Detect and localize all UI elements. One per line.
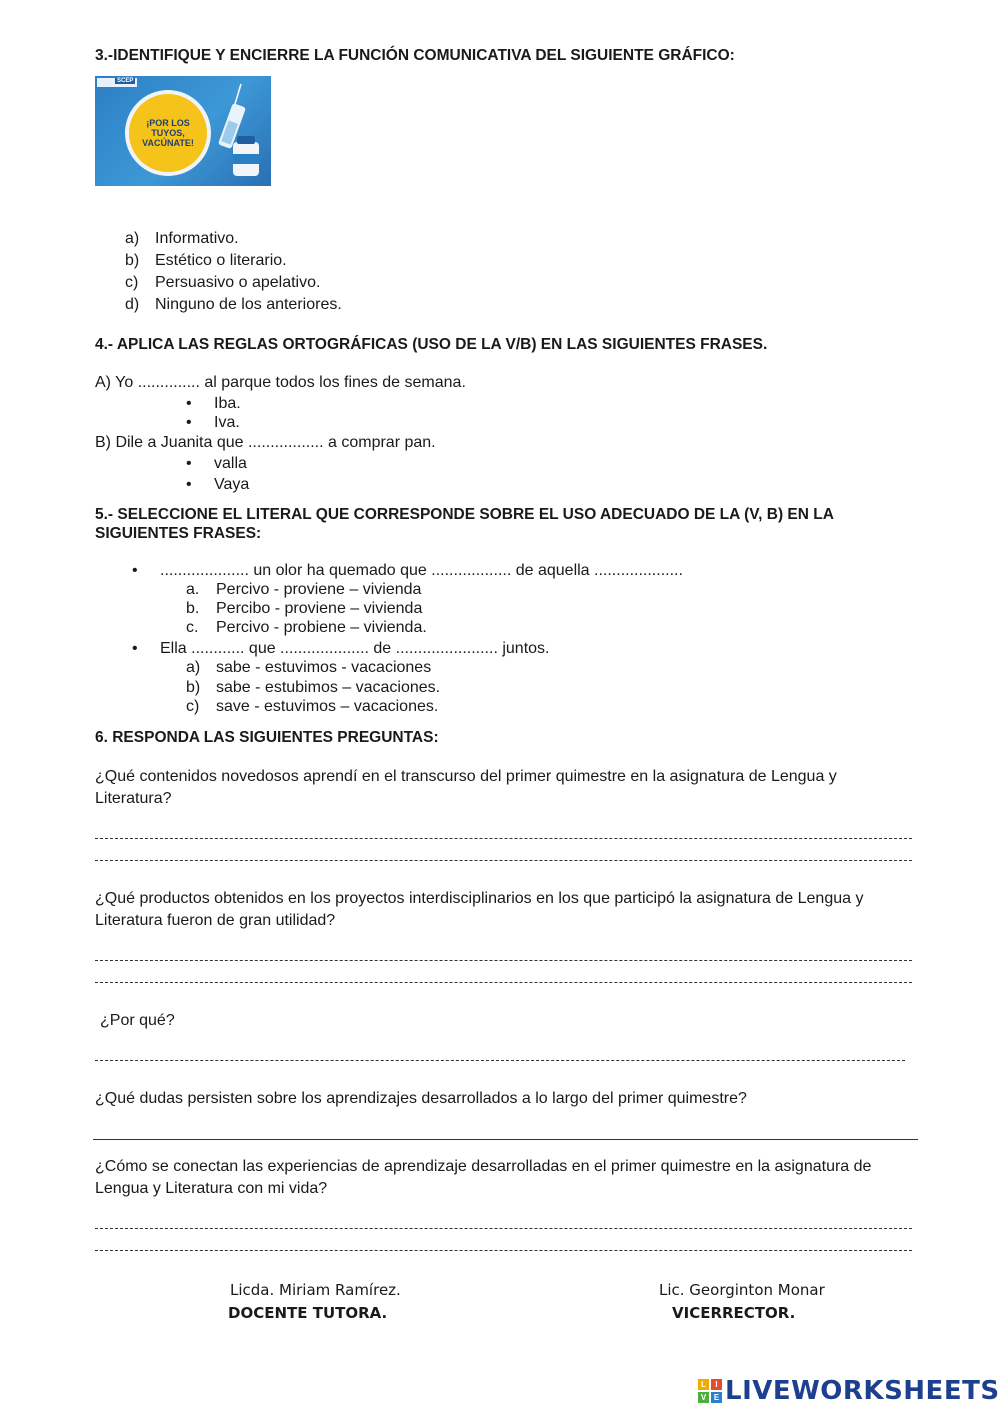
question-4: ¿Qué dudas persisten sobre los aprendizajes desarrollados a lo largo del primer quimestre? [95, 1090, 747, 1107]
answer-line[interactable] [95, 860, 912, 861]
option-text[interactable]: save - estuvimos – vacaciones. [216, 698, 439, 715]
option-marker: b) [125, 252, 140, 269]
syringe-vial-icon [213, 82, 269, 182]
vaccine-campaign-image [95, 76, 271, 186]
option-text[interactable]: Percivo - probiene – vivienda. [216, 619, 427, 636]
logo-squares-icon [698, 1379, 722, 1403]
question-3: ¿Por qué? [100, 1012, 175, 1029]
logo-letter: E [711, 1392, 722, 1403]
q3-heading: 3.-IDENTIFIQUE Y ENCIERRE LA FUNCIÓN COMUNICATIVA DEL SIGUIENTE GRÁFICO: [95, 47, 735, 64]
answer-line[interactable] [95, 960, 912, 961]
logo-letter: V [698, 1392, 709, 1403]
slogan-line-2: TUYOS, [151, 128, 185, 138]
option-marker: a. [186, 581, 200, 598]
option-marker: a) [186, 659, 201, 676]
option-marker: a) [125, 230, 140, 247]
answer-line[interactable] [95, 982, 912, 983]
answer-line[interactable] [95, 1060, 905, 1061]
option-marker: c) [186, 698, 200, 715]
option-text[interactable]: Ninguno de los anteriores. [155, 296, 342, 313]
option-text[interactable]: Percibo - proviene – vivienda [216, 600, 423, 617]
scep-tag: SCEP [117, 78, 134, 84]
option-marker: b) [186, 679, 201, 696]
option-text[interactable]: Percivo - proviene – vivienda [216, 581, 422, 598]
logo-letter: L [698, 1379, 709, 1390]
question-2-line-1: ¿Qué productos obtenidos en los proyectos interdisciplinarios en los que participó la asignatura de Lengua y [95, 890, 864, 907]
q6-heading: 6. RESPONDA LAS SIGUIENTES PREGUNTAS: [95, 729, 439, 746]
right-signature-name: Lic. Georginton Monar [659, 1281, 825, 1299]
q4-sentence-a: A) Yo .............. al parque todos los fines de semana. [95, 374, 466, 391]
answer-line[interactable] [95, 1250, 912, 1251]
logo-text: LIVEWORKSHEETS [725, 1376, 1000, 1406]
answer-line[interactable] [95, 838, 912, 839]
question-5-line-2: Lengua y Literatura con mi vida? [95, 1180, 328, 1197]
slogan-disc [129, 94, 207, 172]
answer-line[interactable] [95, 1228, 912, 1229]
left-signature-role: DOCENTE TUTORA. [228, 1304, 388, 1322]
option-marker: d) [125, 296, 140, 313]
right-signature-role: VICERRECTOR. [672, 1304, 796, 1322]
option-text[interactable]: sabe - estubimos – vacaciones. [216, 679, 441, 696]
option-text[interactable]: Informativo. [155, 230, 239, 247]
option-text[interactable]: Estético o literario. [155, 252, 287, 269]
q5-heading-line-1: 5.- SELECCIONE EL LITERAL QUE CORRESPONDE SOBRE EL USO ADECUADO DE LA (V, B) EN LA [95, 506, 834, 523]
question-2-line-2: Literatura fueron de gran utilidad? [95, 912, 336, 929]
logo-letter: I [711, 1379, 722, 1390]
left-signature-name: Licda. Miriam Ramírez. [230, 1281, 401, 1299]
liveworksheets-logo[interactable] [698, 1376, 1000, 1406]
slogan-line-1: ¡POR LOS [146, 118, 190, 128]
q4-heading: 4.- APLICA LAS REGLAS ORTOGRÁFICAS (USO DE LA V/B) EN LAS SIGUIENTES FRASES. [95, 336, 768, 353]
option-text[interactable]: Persuasivo o apelativo. [155, 274, 321, 291]
q5-heading-line-2: SIGUIENTES FRASES: [95, 525, 262, 542]
slogan-line-3: VACÚNATE! [142, 138, 194, 148]
q4-option[interactable]: • Vaya [214, 476, 249, 494]
option-marker: c) [125, 274, 139, 291]
option-text[interactable]: sabe - estuvimos - vacaciones [216, 659, 432, 676]
question-5-line-1: ¿Cómo se conectan las experiencias de aprendizaje desarrolladas en el primer quimestre en la asignatura de [95, 1158, 872, 1175]
q4-sentence-b: B) Dile a Juanita que ................. a comprar pan. [95, 434, 436, 451]
q4-option[interactable]: • valla [214, 455, 247, 473]
option-marker: c. [186, 619, 199, 636]
question-1-line-1: ¿Qué contenidos novedosos aprendí en el transcurso del primer quimestre en la asignatura de Lengua y [95, 768, 837, 785]
question-1-line-2: Literatura? [95, 790, 172, 807]
q4-option[interactable]: • Iba. [214, 395, 241, 413]
q4-option[interactable]: • Iva. [214, 414, 240, 432]
q5-item-1: • .................... un olor ha quemado que .................. de aquella .................... [160, 562, 683, 580]
q5-item-2: • Ella ............ que .................... de ....................... juntos. [160, 640, 549, 658]
answer-line[interactable] [93, 1139, 918, 1140]
option-marker: b. [186, 600, 200, 617]
